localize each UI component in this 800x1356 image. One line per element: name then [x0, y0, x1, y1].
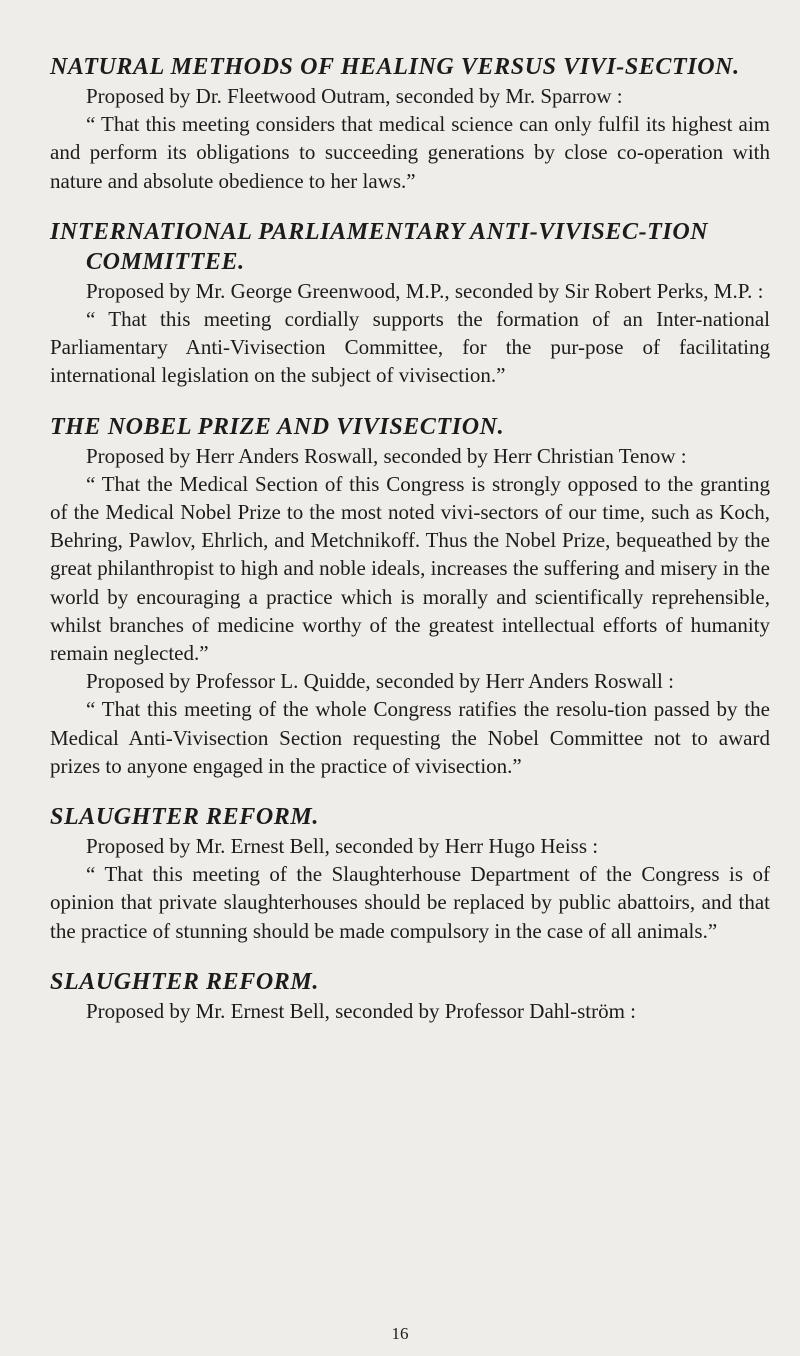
- section-heading: SLAUGHTER REFORM.: [50, 968, 319, 995]
- section-nobel-prize: [50, 412, 770, 780]
- resolution-text: “ That this meeting of the whole Congress ratifies the resolu-tion passed by the Medical Anti-Vivisection Section requesting the Nobel Committee not to award prizes to anyone engaged in the practice of vivisection.”: [50, 697, 770, 778]
- resolution-text: “ That this meeting of the Slaughterhouse Department of the Congress is of opinion that private slaughterhouses should be replaced by public abattoirs, and that the practice of stunning should be made compulsory in the case of all animals.”: [50, 862, 770, 943]
- proposal-line: Proposed by Mr. George Greenwood, M.P., seconded by Sir Robert Perks, M.P. :: [86, 278, 764, 303]
- resolution-text: “ That this meeting considers that medical science can only fulfil its highest aim and perform its obligations to succeeding generations by close co-operation with nature and absolute obedience to her laws.”: [50, 112, 770, 193]
- section-natural-methods: [50, 52, 770, 195]
- proposal-line: Proposed by Dr. Fleetwood Outram, seconded by Mr. Sparrow :: [86, 84, 623, 108]
- section-heading: THE NOBEL PRIZE AND VIVISECTION.: [50, 413, 505, 440]
- proposal-line: Proposed by Professor L. Quidde, seconded by Herr Anders Roswall :: [86, 669, 674, 694]
- proposal-line: Proposed by Herr Anders Roswall, seconded by Herr Christian Tenow :: [86, 443, 687, 468]
- section-slaughter-reform-1: [50, 802, 770, 945]
- page-number: 16: [391, 1324, 409, 1343]
- proposal-line: Proposed by Mr. Ernest Bell, seconded by Herr Hugo Heiss :: [86, 834, 599, 859]
- section-parliamentary-committee: [50, 217, 770, 390]
- resolution-text: “ That the Medical Section of this Congress is strongly opposed to the granting of the Medical Nobel Prize to the most noted vivi-sectors of our time, such as Koch, Behring, Pawlov, Ehrlich, and Metchnikoff. Thus the Nobel Prize, bequeathed by the great philanthropist to high and noble ideals, increases the suffering and misery in the world by encouraging a practice which is morally and scientifically reprehensible, whilst branches of medicine worthy of the greatest intellectual efforts of humanity remain neglected.”: [50, 471, 770, 666]
- section-slaughter-reform-2: [50, 967, 770, 1025]
- section-heading: NATURAL METHODS OF HEALING VERSUS VIVI-SECTION.: [50, 54, 740, 80]
- section-heading: SLAUGHTER REFORM.: [50, 804, 319, 831]
- proposal-line: Proposed by Mr. Ernest Bell, seconded by Professor Dahl-ström :: [86, 998, 637, 1023]
- section-heading: INTERNATIONAL PARLIAMENTARY ANTI-VIVISEC-TION COMMITTEE.: [50, 218, 709, 275]
- resolution-text: “ That this meeting cordially supports the formation of an Inter-national Parliamentary Anti-Vivisection Committee, for the pur-pose of facilitating international legislation on the subject of vivisection.”: [50, 307, 770, 388]
